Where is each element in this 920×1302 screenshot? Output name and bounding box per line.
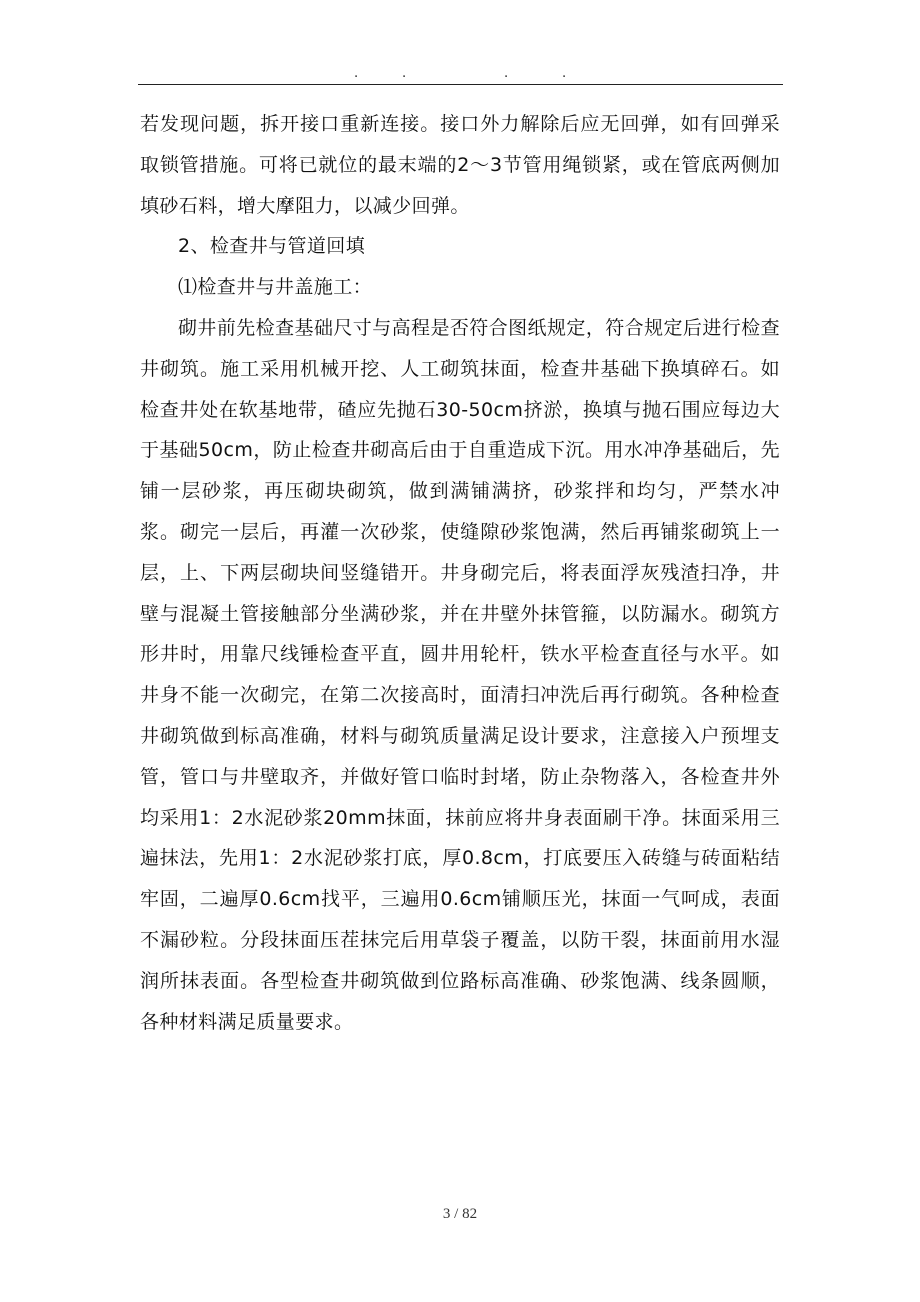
document-body [140,104,780,1042]
page-number: 3 / 82 [442,1206,478,1222]
header-dot: . [562,66,567,81]
header-dot: . [354,66,359,81]
paragraph-continuation: 若发现问题，拆开接口重新连接。接口外力解除后应无回弹，如有回弹采取锁管措施。可将已就位的最末端的2～3节管用绳锁紧，或在管底两侧加填砂石料，增大摩阻力，以减少回弹。 [140,113,780,217]
header-dot: . [504,66,509,81]
paragraph-body: 砌井前先检查基础尺寸与高程是否符合图纸规定，符合规定后进行检查井砌筑。施工采用机械开挖、人工砌筑抹面，检查井基础下换填碎石。如检查井处在软基地带，碴应先抛石30-50cm挤淤，换填与抛石围应每边大于基础50cm，防止检查井砌高后由于自重造成下沉。用水冲净基础后，先铺一层砂浆，再压砌块砌筑，做到满铺满挤，砂浆拌和均匀，严禁水冲浆。砌完一层后，再灌一次砂浆，使缝隙砂浆饱满，然后再铺浆砌筑上一层，上、下两层砌块间竖缝错开。井身砌完后，将表面浮灰残渣扫净，井壁与混凝土管接触部分坐满砂浆，并在井壁外抹管箍，以防漏水。砌筑方形井时，用靠尺线锤检查平直，圆井用轮杆，铁水平检查直径与水平。如井身不能一次砌完，在第二次接高时，面清扫冲洗后再行砌筑。各种检查井砌筑做到标高准确，材料与砌筑质量满足设计要求，注意接入户预埋支管，管口与井壁取齐，并做好管口临时封堵，防止杂物落入，各检查井外均采用1：2水泥砂浆20mm抹面，抹前应将井身表面刷干净。抹面采用三遍抹法，先用1：2水泥砂浆打底，厚0.8cm，打底要压入砖缝与砖面粘结牢固，二遍厚0.6cm找平，三遍用0.6cm铺顺压光，抹面一气呵成，表面不漏砂粒。分段抹面压茬抹完后用草袋子覆盖，以防干裂，抹面前用水湿润所抹表面。各型检查井砌筑做到位路标高准确、砂浆饱满、线条圆顺，各种材料满足质量要求。 [140,316,780,1033]
section-heading: 2、检查井与管道回填 [178,235,366,258]
subsection-heading: ⑴检查井与井盖施工： [178,276,373,299]
header-dot: . [402,66,407,81]
header-rule [138,84,783,85]
page-header-dots [138,66,783,82]
